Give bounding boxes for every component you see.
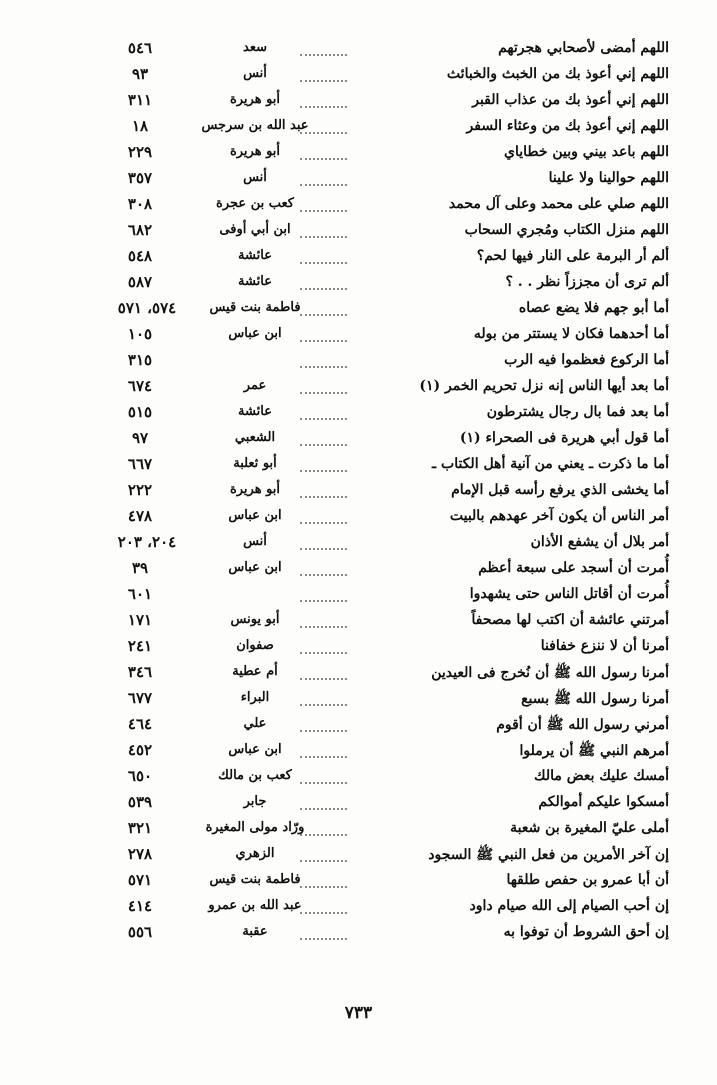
page-reference: ٩٧ xyxy=(131,429,149,447)
index-row xyxy=(0,712,717,738)
index-row xyxy=(0,868,717,894)
index-row xyxy=(0,88,717,114)
page-reference: ٥١٥ xyxy=(127,403,153,421)
page-reference: ٢٧٨ xyxy=(127,845,153,863)
index-row xyxy=(0,400,717,426)
page-reference: ١٧١ xyxy=(127,611,153,629)
page-reference: ٢٢٢ xyxy=(127,481,153,499)
narrator: أنس xyxy=(243,66,267,81)
index-row xyxy=(0,894,717,920)
hadith-text: اللهم باعد بيني وبين خطاياي xyxy=(504,144,669,160)
hadith-text: أمرنا رسول الله ﷺ بسبع xyxy=(521,691,669,707)
narrator: علي xyxy=(243,716,267,731)
index-row xyxy=(0,660,717,686)
page-reference: ٢٢٩ xyxy=(127,143,153,161)
hadith-text: أُمرت أن أقاتل الناس حتى يشهدوا xyxy=(469,586,669,602)
hadith-text: أما ما ذكرت ـ يعني من آنية أهل الكتاب ـ xyxy=(432,456,669,472)
hadith-text: اللهم صلي على محمد وعلى آل محمد xyxy=(448,196,669,212)
narrator: جابر xyxy=(243,794,267,809)
leader-dots xyxy=(300,354,347,368)
hadith-text: أمسكوا عليكم أموالكم xyxy=(538,794,669,810)
page-reference: ٦٦٧ xyxy=(127,455,153,473)
hadith-text: اللهم أمضى لأصحابي هجرتهم xyxy=(498,40,669,56)
page-reference: ٥٣٩ xyxy=(127,793,153,811)
hadith-text: أمسك عليك بعض مالك xyxy=(534,768,669,784)
page-reference: ٤٦٤ xyxy=(127,715,153,733)
page-reference: ١٨ xyxy=(131,117,149,135)
page-reference: ١٠٥ xyxy=(127,325,153,343)
page-reference: ٣٥٧ xyxy=(127,169,153,187)
narrator: الزهري xyxy=(235,846,275,861)
index-row xyxy=(0,36,717,62)
page-reference: ٣٠٨ xyxy=(127,195,153,213)
hadith-text: أمرنا رسول الله ﷺ أن نُخرج فى العيدين xyxy=(431,665,669,681)
narrator: عائشة xyxy=(238,274,272,289)
index-row xyxy=(0,140,717,166)
hadith-text: اللهم إني أعوذ بك من وعثاء السفر xyxy=(466,118,669,134)
index-row xyxy=(0,608,717,634)
page-reference: ٦٨٢ xyxy=(127,221,153,239)
page-reference: ٦٧٤ xyxy=(127,377,153,395)
index-row xyxy=(0,348,717,374)
hadith-text: أما الركوع فعظموا فيه الرب xyxy=(504,352,669,368)
page-reference: ٦٠١ xyxy=(127,585,153,603)
narrator: البراء xyxy=(240,690,270,705)
narrator: عبد الله بن سرجس xyxy=(201,118,309,133)
hadith-text: اللهم منزل الكتاب ومُجري السحاب xyxy=(464,222,669,238)
hadith-text: إن أحب الصيام إلى الله صيام داود xyxy=(469,898,669,914)
page-reference: ٣٩ xyxy=(131,559,149,577)
hadith-text: ألم أر البرمة على النار فيها لحم؟ xyxy=(476,248,669,264)
index-row xyxy=(0,426,717,452)
page-reference: ٩٣ xyxy=(131,65,149,83)
hadith-text: أمرنا أن لا ننزع خفافنا xyxy=(540,638,669,654)
index-row xyxy=(0,244,717,270)
index-row xyxy=(0,296,717,322)
index-row xyxy=(0,582,717,608)
hadith-text: أما يخشى الذي يرفع رأسه قبل الإمام xyxy=(451,482,669,498)
index-row xyxy=(0,816,717,842)
narrator: أنس xyxy=(243,170,267,185)
page-reference: ٥٤٦ xyxy=(127,39,153,57)
index-row xyxy=(0,530,717,556)
index-row xyxy=(0,62,717,88)
page-reference: ٢٠٤، ٢٠٣ xyxy=(117,533,177,551)
narrator: أبو هريرة xyxy=(229,144,281,159)
index-row xyxy=(0,374,717,400)
narrator: سعد xyxy=(243,40,267,55)
narrator: عقبة xyxy=(242,924,268,939)
hadith-text: اللهم حوالينا ولا علينا xyxy=(548,170,669,186)
index-row xyxy=(0,764,717,790)
hadith-text: أما بعد أيها الناس إنه نزل تحريم الخمر (١) xyxy=(419,378,669,394)
index-row xyxy=(0,166,717,192)
index-row xyxy=(0,842,717,868)
page-reference: ٥٧١ xyxy=(127,871,153,889)
narrator: الشعبي xyxy=(234,430,276,445)
index-row xyxy=(0,218,717,244)
leader-dots xyxy=(300,588,347,602)
page-reference: ٢٤١ xyxy=(127,637,153,655)
hadith-text: أما أحدهما فكان لا يستتر من بوله xyxy=(473,326,669,342)
hadith-text: ألم ترى أن مجززاً نظر . . ؟ xyxy=(505,274,669,290)
hadith-text: أن أبا عمرو بن حفص طلقها xyxy=(506,872,669,888)
hadith-text: أُمرت أن أسجد على سبعة أعظم xyxy=(478,560,669,576)
page-reference: ٦٥٠ xyxy=(127,767,153,785)
narrator: ابن عباس xyxy=(228,560,282,575)
page-reference: ٥٤٨ xyxy=(127,247,153,265)
narrator: أم عطية xyxy=(232,664,278,679)
hadith-text: إن آخر الأمرين من فعل النبي ﷺ السجود xyxy=(428,847,669,863)
page-reference: ٤١٤ xyxy=(127,897,153,915)
narrator: ابن عباس xyxy=(228,742,282,757)
narrator: أبو يونس xyxy=(230,612,280,627)
narrator: ابن عباس xyxy=(228,508,282,523)
index-row xyxy=(0,478,717,504)
hadith-text: أمر الناس أن يكون آخر عهدهم بالبيت xyxy=(449,508,669,524)
page-reference: ٣١١ xyxy=(127,91,153,109)
page-reference: ٥٧٤، ٥٧١ xyxy=(117,299,177,317)
page-reference: ٣٢١ xyxy=(127,819,153,837)
page-reference: ٥٥٦ xyxy=(127,923,153,941)
page-reference: ٤٥٢ xyxy=(127,741,153,759)
hadith-text: أملى عليّ المغيرة بن شعبة xyxy=(510,820,669,836)
page-reference: ٣٤٦ xyxy=(127,663,153,681)
narrator: صفوان xyxy=(236,638,274,653)
index-row xyxy=(0,114,717,140)
index-row xyxy=(0,738,717,764)
hadith-text: أما بعد فما بال رجال يشترطون xyxy=(486,404,669,420)
narrator: عبد الله بن عمرو xyxy=(208,898,302,913)
page-reference: ٥٨٧ xyxy=(127,273,153,291)
narrator: أبو ثعلبة xyxy=(233,456,277,471)
hadith-text: أمرتني عائشة أن اكتب لها مصحفاً xyxy=(471,612,669,628)
narrator: فاطمة بنت قيس xyxy=(209,300,301,315)
index-row xyxy=(0,452,717,478)
narrator: عائشة xyxy=(238,248,272,263)
index-row xyxy=(0,192,717,218)
index-row xyxy=(0,634,717,660)
hadith-text: اللهم إني أعوذ بك من عذاب القبر xyxy=(472,92,669,108)
hadith-text: أما أبو جهم فلا يضع عصاه xyxy=(518,300,669,316)
narrator: ابن أبي أوفى xyxy=(219,222,291,237)
index-row xyxy=(0,556,717,582)
index-row xyxy=(0,790,717,816)
narrator: كعب بن مالك xyxy=(218,768,292,783)
page-number: ٧٣٣ xyxy=(344,1003,373,1023)
narrator: أبو هريرة xyxy=(229,482,281,497)
hadith-text: إن أحق الشروط أن توفوا به xyxy=(503,924,669,940)
narrator: كعب بن عجرة xyxy=(216,196,294,211)
index-row xyxy=(0,686,717,712)
narrator: عمر xyxy=(243,378,267,393)
narrator: ورّاد مولى المغيرة xyxy=(205,820,305,835)
page-reference: ٦٧٧ xyxy=(127,689,153,707)
index-row xyxy=(0,270,717,296)
hadith-text: أمر بلال أن يشفع الأذان xyxy=(530,534,669,550)
index-row xyxy=(0,920,717,946)
narrator: ابن عباس xyxy=(228,326,282,341)
index-row xyxy=(0,504,717,530)
narrator: أنس xyxy=(243,534,267,549)
hadith-text: اللهم إني أعوذ بك من الخبث والخبائث xyxy=(446,66,669,82)
narrator: عائشة xyxy=(238,404,272,419)
page-reference: ٣١٥ xyxy=(127,351,153,369)
page-reference: ٤٧٨ xyxy=(127,507,153,525)
hadith-index xyxy=(0,36,717,946)
hadith-text: أمرهم النبي ﷺ أن يرملوا xyxy=(519,743,669,759)
narrator: فاطمة بنت قيس xyxy=(209,872,301,887)
hadith-text: أمرني رسول الله ﷺ أن أقوم xyxy=(496,717,669,733)
hadith-text: أما قول أبي هريرة فى الصحراء (١) xyxy=(459,430,669,446)
narrator: أبو هريرة xyxy=(229,92,281,107)
index-row xyxy=(0,322,717,348)
